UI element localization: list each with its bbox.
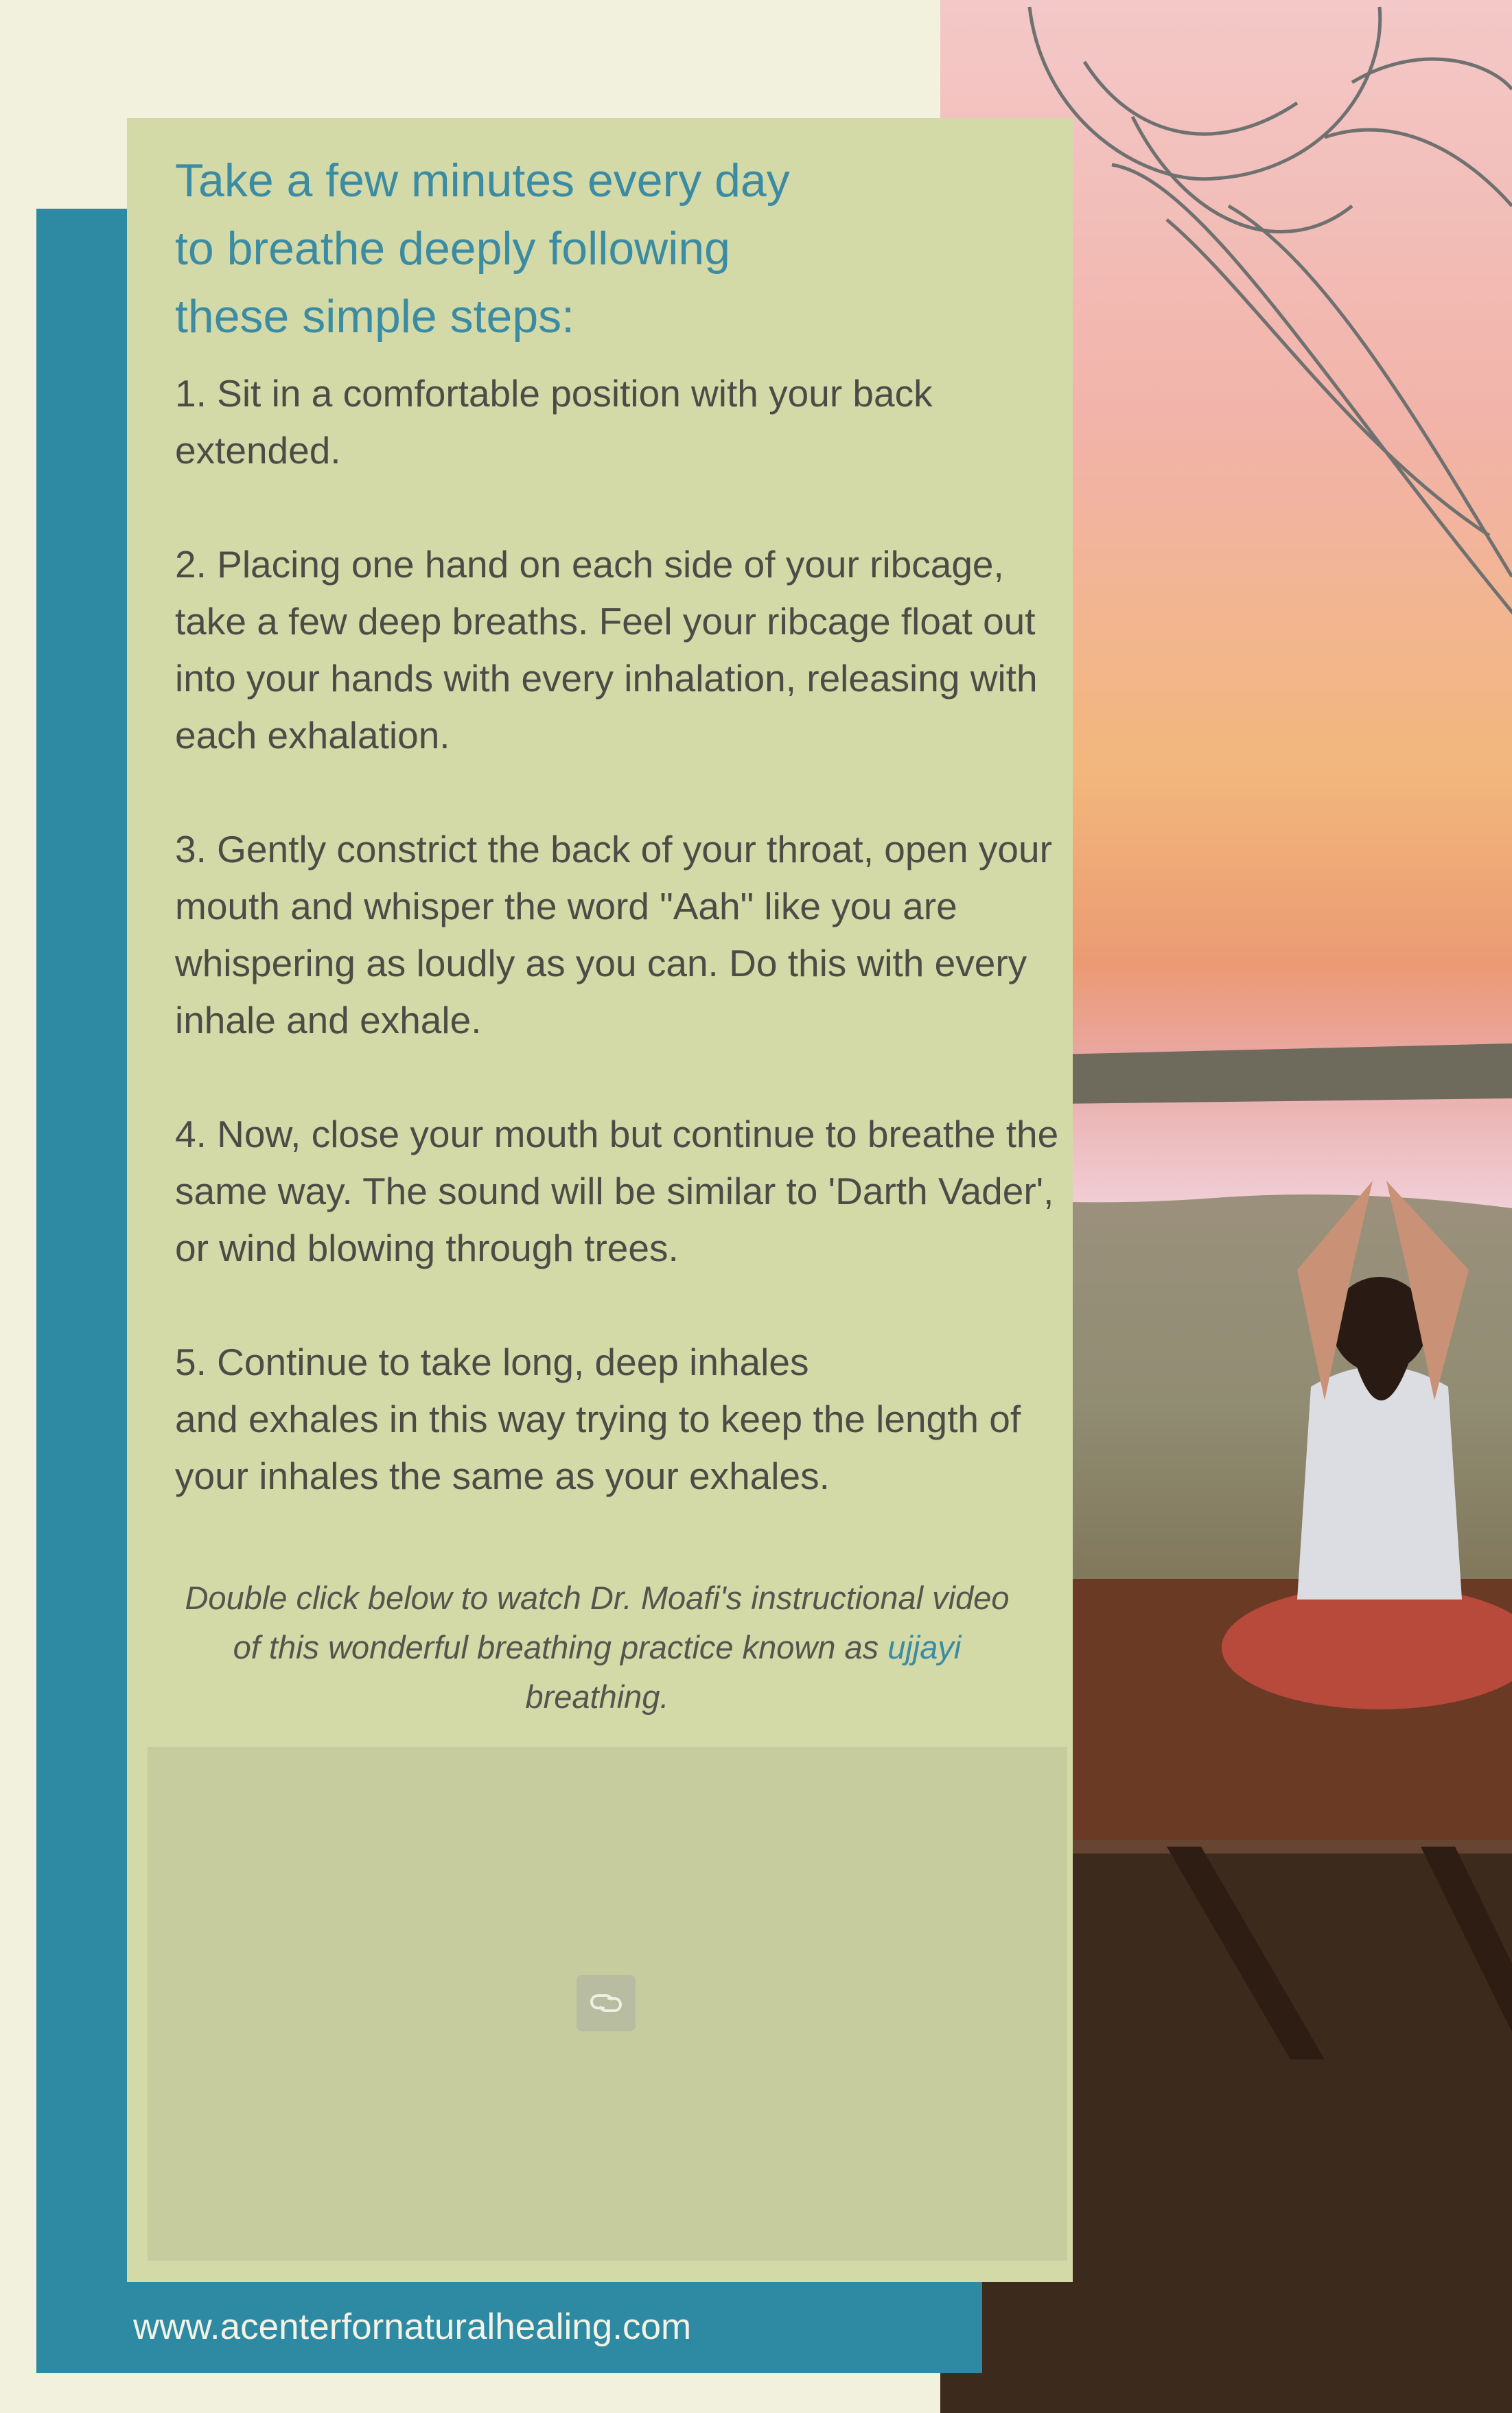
website-url[interactable]: www.acenterfornaturalhealing.com <box>133 2307 692 2347</box>
video-link-button[interactable] <box>577 1975 636 2031</box>
step-3: 3. Gently constrict the back of your throat, open your mouth and whisper the word "Aah" like you are whispering as loudly as you can. Do this with every inhale and exhale. <box>175 828 1052 1041</box>
steps-list <box>175 365 1060 1562</box>
page-heading: Take a few minutes every day to breathe deeply following these simple steps: <box>175 154 790 343</box>
step-5: 5. Continue to take long, deep inhales and exhales in this way trying to keep the length of your inhales the same as your exhales. <box>175 1341 1021 1497</box>
link-icon <box>588 1989 624 2017</box>
step-4: 4. Now, close your mouth but continue to breathe the same way. The sound will be similar to 'Darth Vader', or wind blowing through trees. <box>175 1113 1059 1269</box>
video-embed-placeholder[interactable] <box>148 1747 1067 2261</box>
step-2: 2. Placing one hand on each side of your ribcage, take a few deep breaths. Feel your ribcage float out into your hands with every inhalation, releasing with each exhalation. <box>175 543 1038 757</box>
step-1: 1. Sit in a comfortable position with your back extended. <box>175 372 933 472</box>
note-text-before: Double click below to watch Dr. Moafi's instructional video of this wonderful breathing practice known as <box>185 1580 1010 1665</box>
note-text-after: breathing. <box>525 1678 669 1715</box>
video-instruction-note <box>175 1573 1019 1722</box>
ujjayi-term: ujjayi <box>887 1629 962 1665</box>
instructions-card <box>127 118 1073 2282</box>
